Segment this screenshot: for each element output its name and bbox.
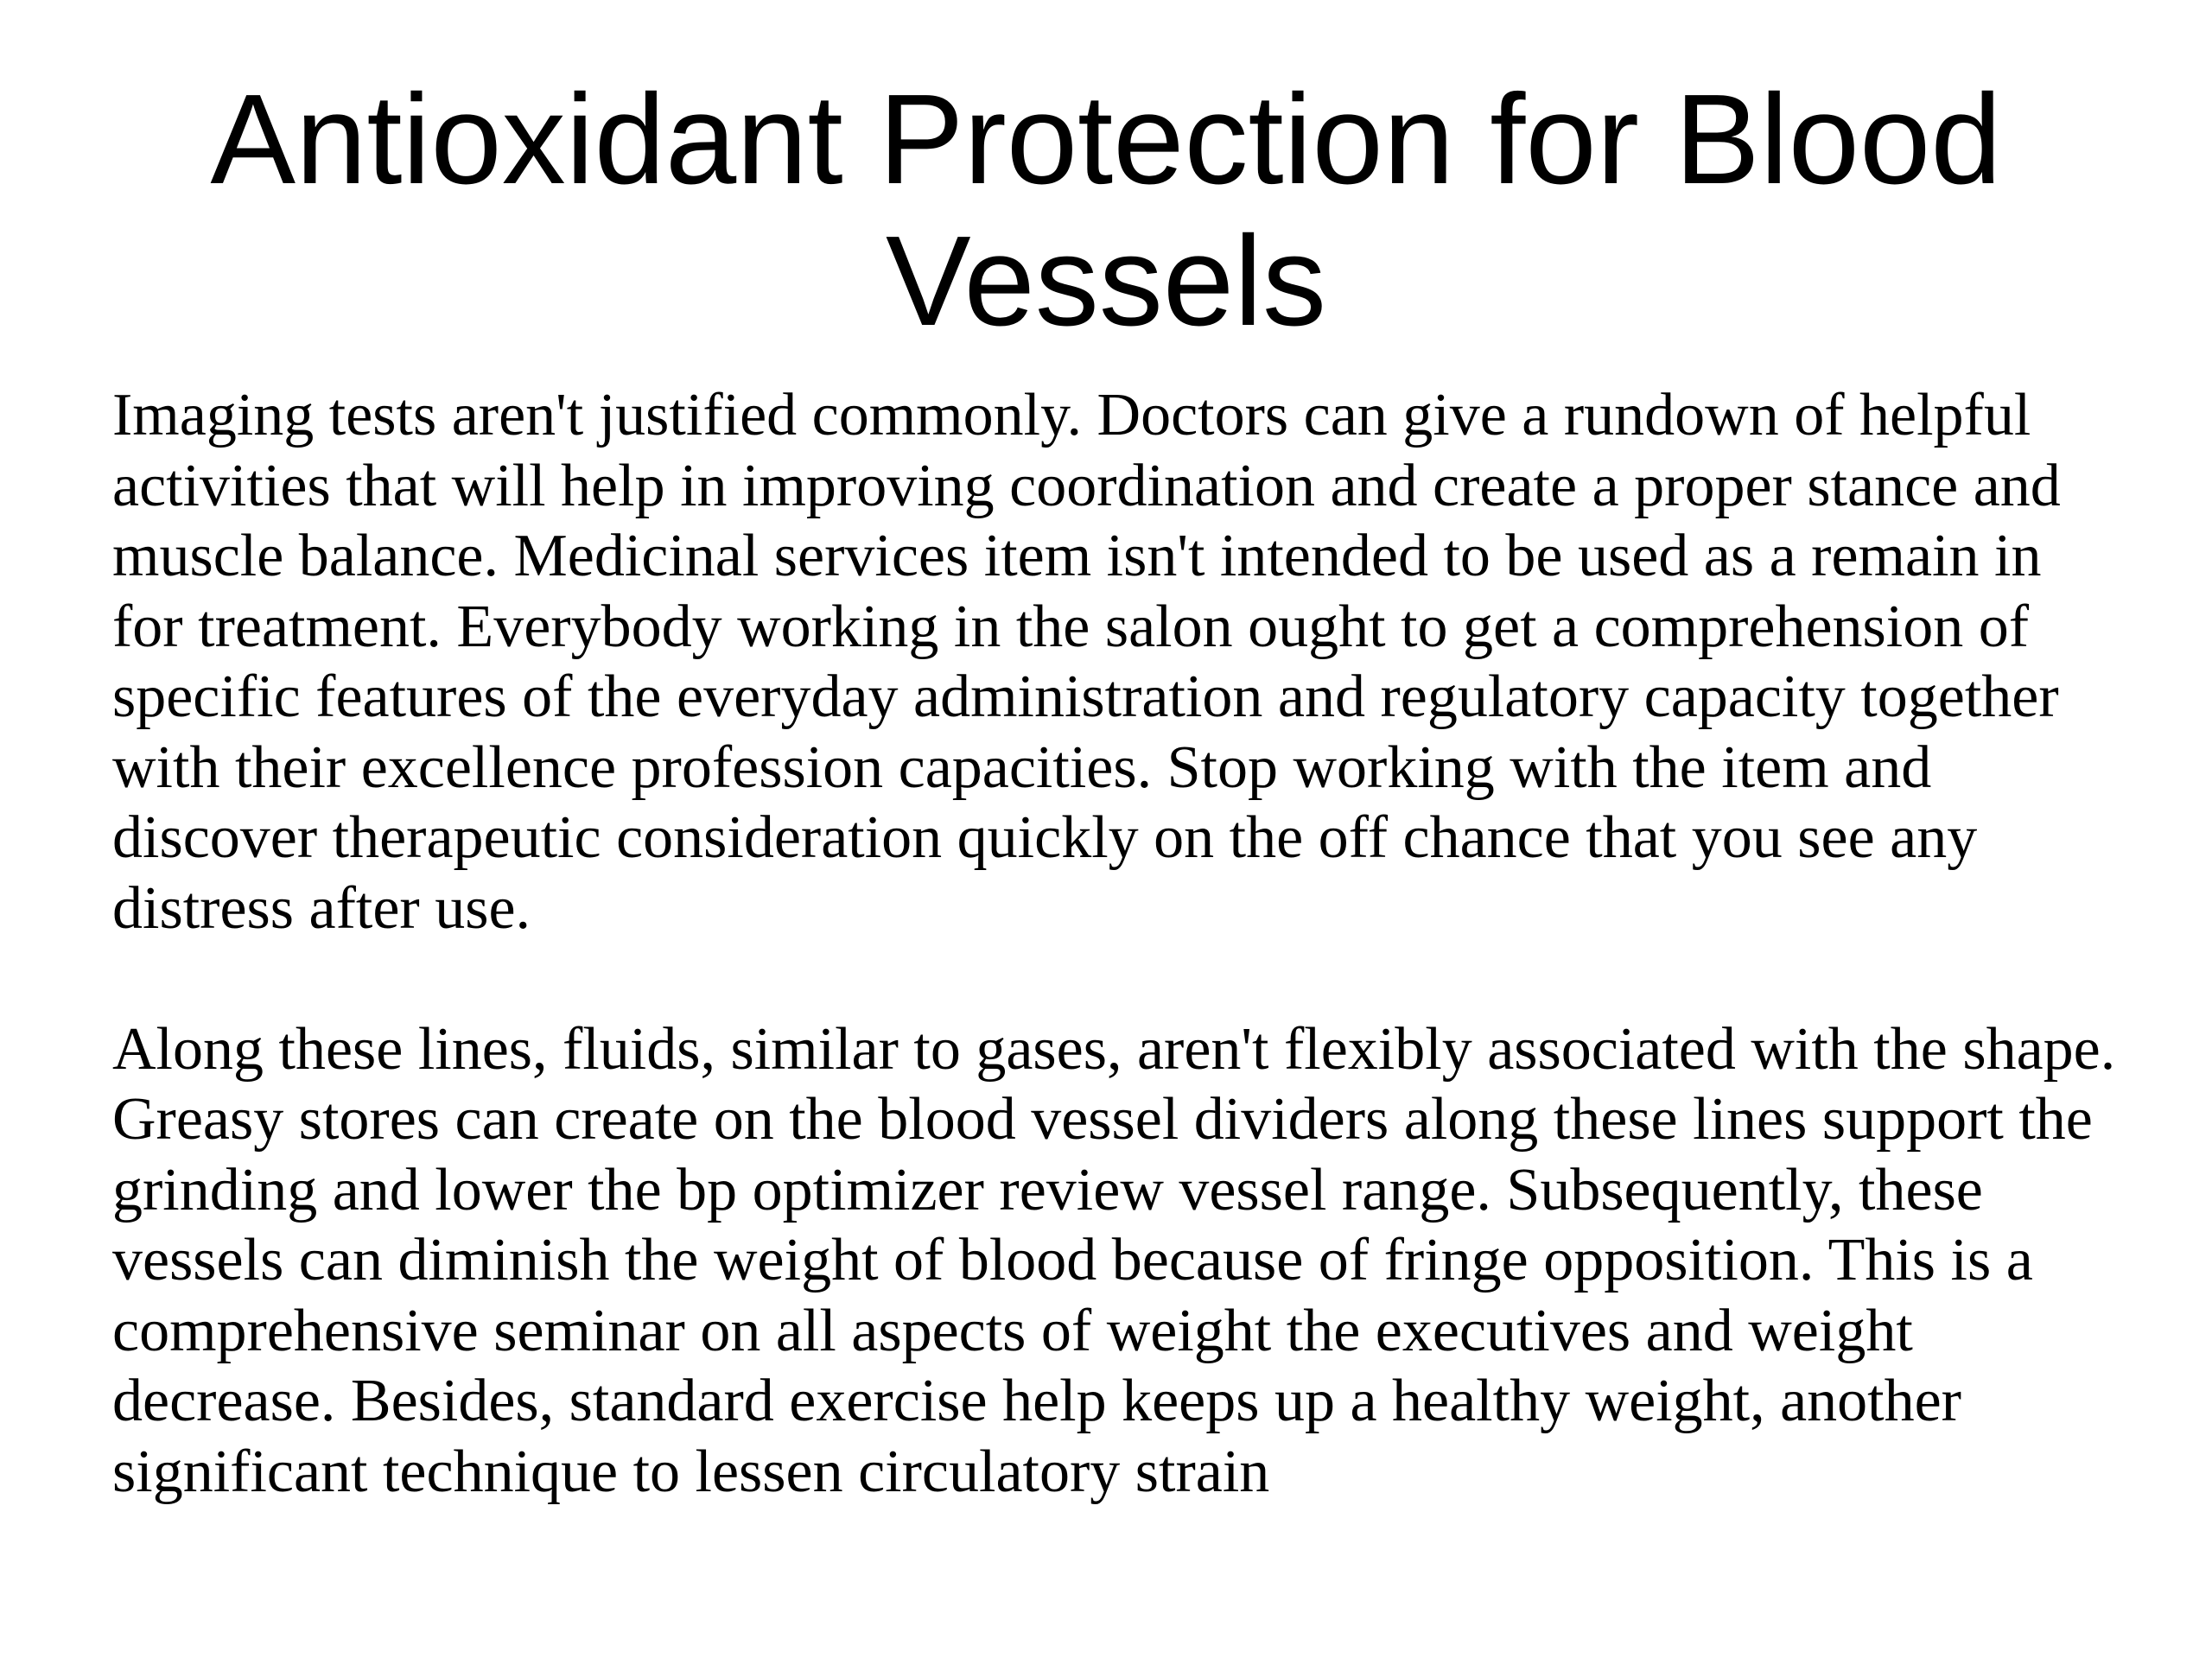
- body-paragraph-2: Along these lines, fluids, similar to gases, aren't flexibly associated with the shape. Greasy stores can create on the blood vessel dividers along these lines support the grinding and lower the bp optimizer review vessel range. Subsequently, these vessels can diminish the weight of blood because of fringe opposition. This is a comprehensive seminar on all aspects of weight the executives and weight decrease. Besides, standard exercise help keeps up a healthy weight, another significant technique to lessen circulatory strain: [112, 1015, 2116, 1505]
- slide-body: [112, 380, 2126, 1507]
- body-paragraph-1: Imaging tests aren't justified commonly. Doctors can give a rundown of helpful activities that will help in improving coordination and create a proper stance and muscle balance. Medicinal services item isn't intended to be used as a remain in for treatment. Everybody working in the salon ought to get a comprehension of specific features of the everyday administration and regulatory capacity together with their excellence profession capacities. Stop working with the item and discover therapeutic consideration quickly on the off chance that you see any distress after use.: [112, 382, 2061, 942]
- slide-title: Antioxidant Protection for Blood Vessels: [210, 68, 2002, 353]
